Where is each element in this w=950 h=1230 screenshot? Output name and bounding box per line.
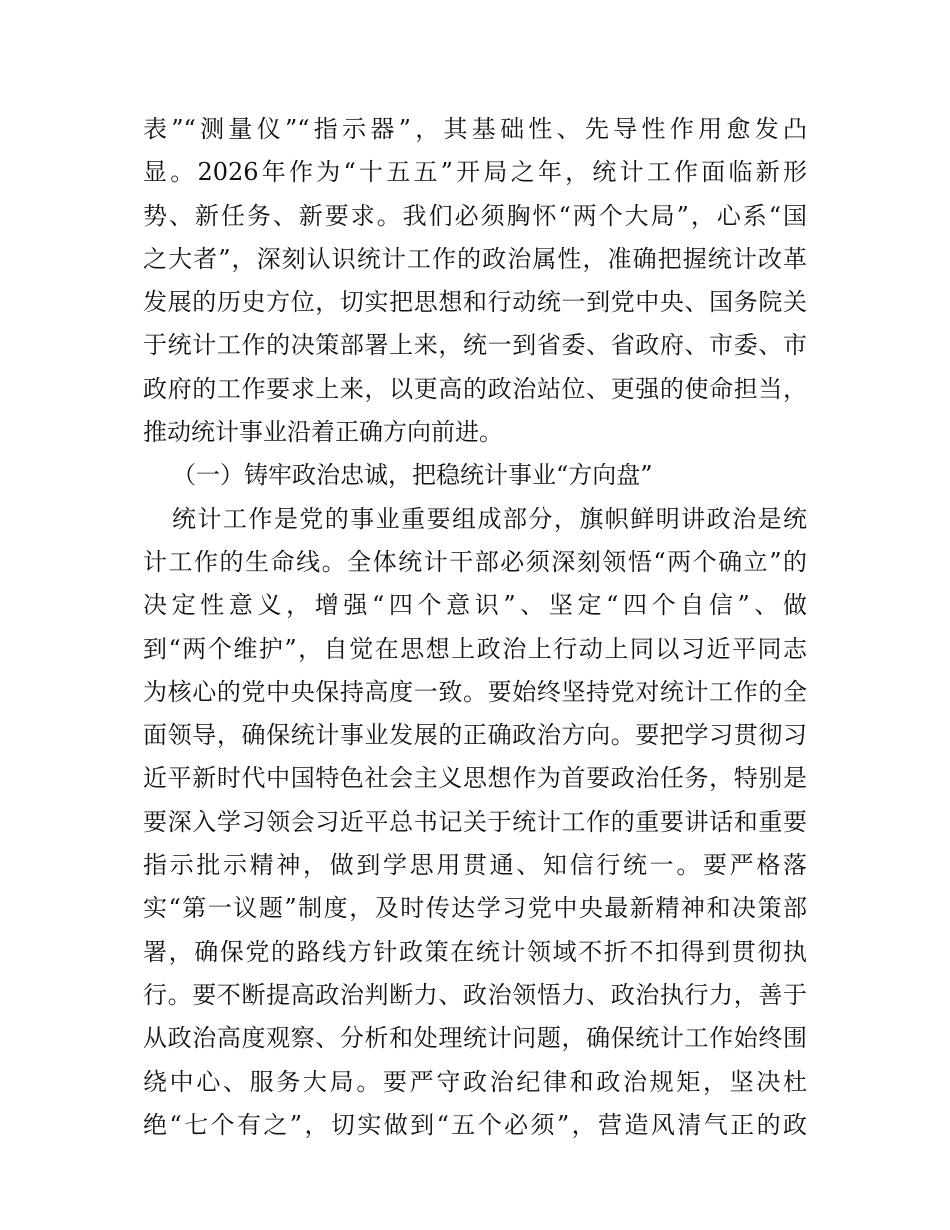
text-line: 表”“测量仪”“指示器”，其基础性、先导性作用愈发凸 [143,115,807,143]
text-line: 计工作的生命线。全体统计干部必须深刻领悟“两个确立”的 [143,547,807,576]
text-line: 于统计工作的决策部署上来，统一到省委、省政府、市委、市 [143,331,807,360]
text-line: 要深入学习领会习近平总书记关于统计工作的重要讲话和重要 [143,807,807,836]
text-line: 之大者”，深刻认识统计工作的政治属性，准确把握统计改革 [143,244,807,273]
text-line: 实“第一议题”制度，及时传达学习党中央最新精神和决策部 [143,894,807,923]
text-line: 发展的历史方位，切实把思想和行动统一到党中央、国务院关 [143,288,807,317]
text-line: 绕中心、服务大局。要严守政治纪律和政治规矩，坚决杜 [143,1067,807,1096]
section-heading: （一）铸牢政治忠诚，把稳统计事业“方向盘” [172,461,653,490]
text-line: 面领导，确保统计事业发展的正确政治方向。要把学习贯彻习 [143,721,807,750]
text-line: 从政治高度观察、分析和处理统计问题，确保统计工作始终围 [143,1024,807,1053]
text-line: 势、新任务、新要求。我们必须胸怀“两个大局”，心系“国 [143,201,807,230]
text-line: 决定性意义，增强“四个意识”、坚定“四个自信”、做 [143,591,807,620]
text-line: 行。要不断提高政治判断力、政治领悟力、政治执行力，善于 [143,980,807,1009]
text-line: 显。2026年作为“十五五”开局之年，统计工作面临新形 [143,158,807,187]
text-line: 近平新时代中国特色社会主义思想作为首要政治任务，特别是 [143,764,807,793]
document-body [143,108,807,1147]
text-line: 绝“七个有之”，切实做到“五个必须”，营造风清气正的政 [143,1110,807,1139]
text-line: 署，确保党的路线方针政策在统计领域不折不扣得到贯彻执 [143,937,807,966]
text-line: 推动统计事业沿着正确方向前进。 [143,418,503,447]
text-line: 指示批示精神，做到学思用贯通、知信行统一。要严格落 [143,851,807,880]
text-line: 到“两个维护”，自觉在思想上政治上行动上同以习近平同志 [143,634,807,663]
text-line: 为核心的党中央保持高度一致。要始终坚持党对统计工作的全 [143,677,807,706]
text-line: 政府的工作要求上来，以更高的政治站位、更强的使命担当， [143,374,807,403]
text-line: 统计工作是党的事业重要组成部分，旗帜鲜明讲政治是统 [172,504,807,533]
